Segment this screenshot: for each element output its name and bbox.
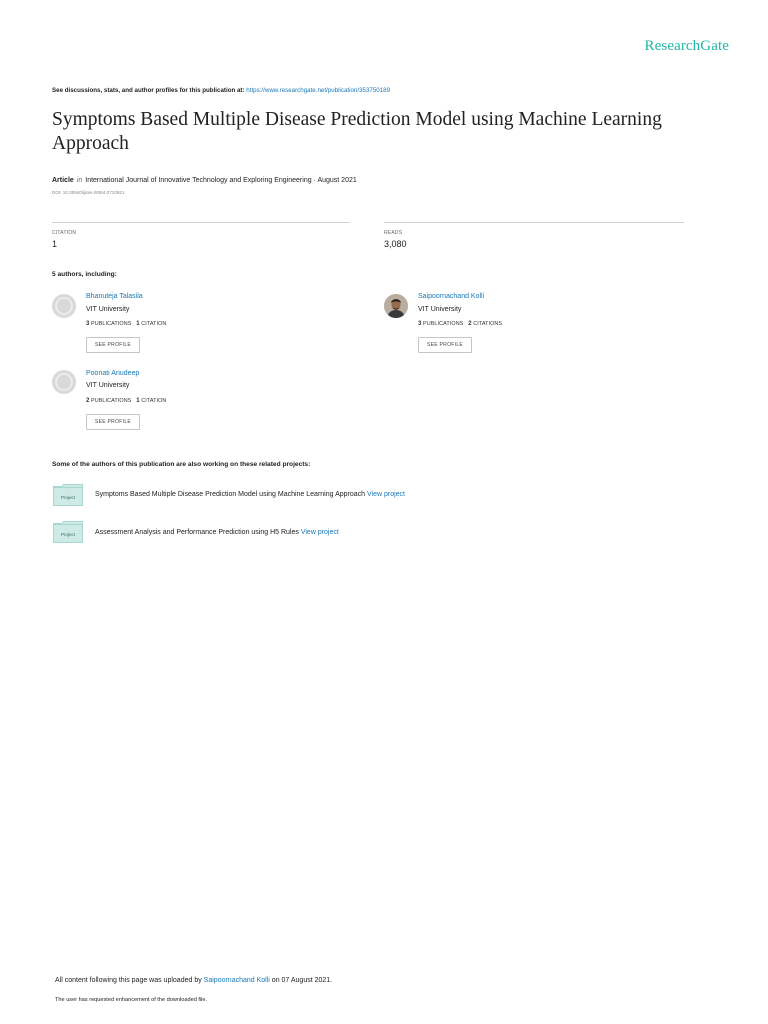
related-project-item: [95, 529, 339, 536]
citation-count: 1: [136, 321, 140, 327]
publication-link[interactable]: https://www.researchgate.net/publication/353750189: [246, 87, 391, 94]
author-stats: [86, 398, 166, 404]
author-institution: VIT University: [418, 306, 462, 313]
author-name[interactable]: Bhanuteja Talasila: [86, 293, 143, 300]
discussion-line: [52, 87, 390, 94]
reads-value: 3,080: [384, 239, 407, 249]
in-word: in: [76, 177, 83, 184]
reads-divider: [384, 222, 684, 223]
see-profile-button[interactable]: SEE PROFILE: [418, 337, 472, 353]
avatar-placeholder-icon[interactable]: [52, 294, 76, 318]
view-project-link[interactable]: View project: [367, 491, 406, 498]
upload-notice: [55, 977, 332, 984]
project-icon-label: Project: [60, 532, 76, 537]
authors-heading: 5 authors, including:: [52, 271, 117, 278]
related-project-item: [95, 491, 405, 498]
publications-label: PUBLICATIONS: [91, 321, 132, 327]
citation-label: CITATION: [52, 230, 77, 236]
publication-count: 3: [418, 321, 422, 327]
publication-title: Symptoms Based Multiple Disease Prediction Model using Machine Learning Approach: [52, 109, 662, 154]
citation-count: 2: [468, 321, 472, 327]
see-profile-button[interactable]: SEE PROFILE: [86, 414, 140, 430]
author-stats: [418, 321, 502, 327]
see-profile-button[interactable]: SEE PROFILE: [86, 337, 140, 353]
citations-label: CITATION: [141, 321, 167, 327]
author-name[interactable]: Poonati Anudeep: [86, 370, 140, 377]
project-icon-label: Project: [60, 495, 76, 500]
uploader-link[interactable]: Saipoornachand Kolli: [203, 977, 270, 984]
avatar-placeholder-icon[interactable]: [52, 370, 76, 394]
citation-count: 1: [136, 398, 140, 404]
publication-type: Article: [52, 177, 74, 184]
view-project-link[interactable]: View project: [300, 529, 339, 536]
project-folder-icon[interactable]: [53, 521, 83, 543]
project-title: Assessment Analysis and Performance Prediction using H5 Rules: [95, 529, 299, 536]
citations-label: CITATION: [141, 398, 167, 404]
publication-meta: [52, 177, 357, 184]
related-projects-heading: Some of the authors of this publication are also working on these related projects:: [52, 461, 311, 468]
project-folder-icon[interactable]: [53, 484, 83, 506]
publications-label: PUBLICATIONS: [423, 321, 464, 327]
upload-prefix: All content following this page was uploaded by: [55, 977, 202, 984]
publication-count: 3: [86, 321, 90, 327]
researchgate-logo[interactable]: ResearchGate: [644, 38, 729, 54]
citation-divider: [52, 222, 350, 223]
author-stats: [86, 321, 166, 327]
project-title: Symptoms Based Multiple Disease Prediction Model using Machine Learning Approach: [95, 491, 366, 498]
author-institution: VIT University: [86, 306, 130, 313]
reads-label: READS: [384, 230, 403, 236]
author-name[interactable]: Saipoornachand Kolli: [418, 293, 485, 300]
author-institution: VIT University: [86, 382, 130, 389]
discussion-prefix: See discussions, stats, and author profiles for this publication at:: [52, 87, 245, 94]
enhancement-note: The user has requested enhancement of the downloaded file.: [55, 997, 208, 1003]
author-photo-icon[interactable]: [384, 294, 408, 318]
doi: DOI: 10.35940/ijitee.I9364.0710921: [52, 190, 125, 195]
citations-label: CITATIONS: [473, 321, 503, 327]
upload-suffix: on 07 August 2021.: [271, 977, 333, 984]
journal-name: International Journal of Innovative Technology and Exploring Engineering · August 2021: [85, 177, 357, 184]
publications-label: PUBLICATIONS: [91, 398, 132, 404]
citation-value: 1: [52, 239, 58, 249]
publication-count: 2: [86, 398, 90, 404]
